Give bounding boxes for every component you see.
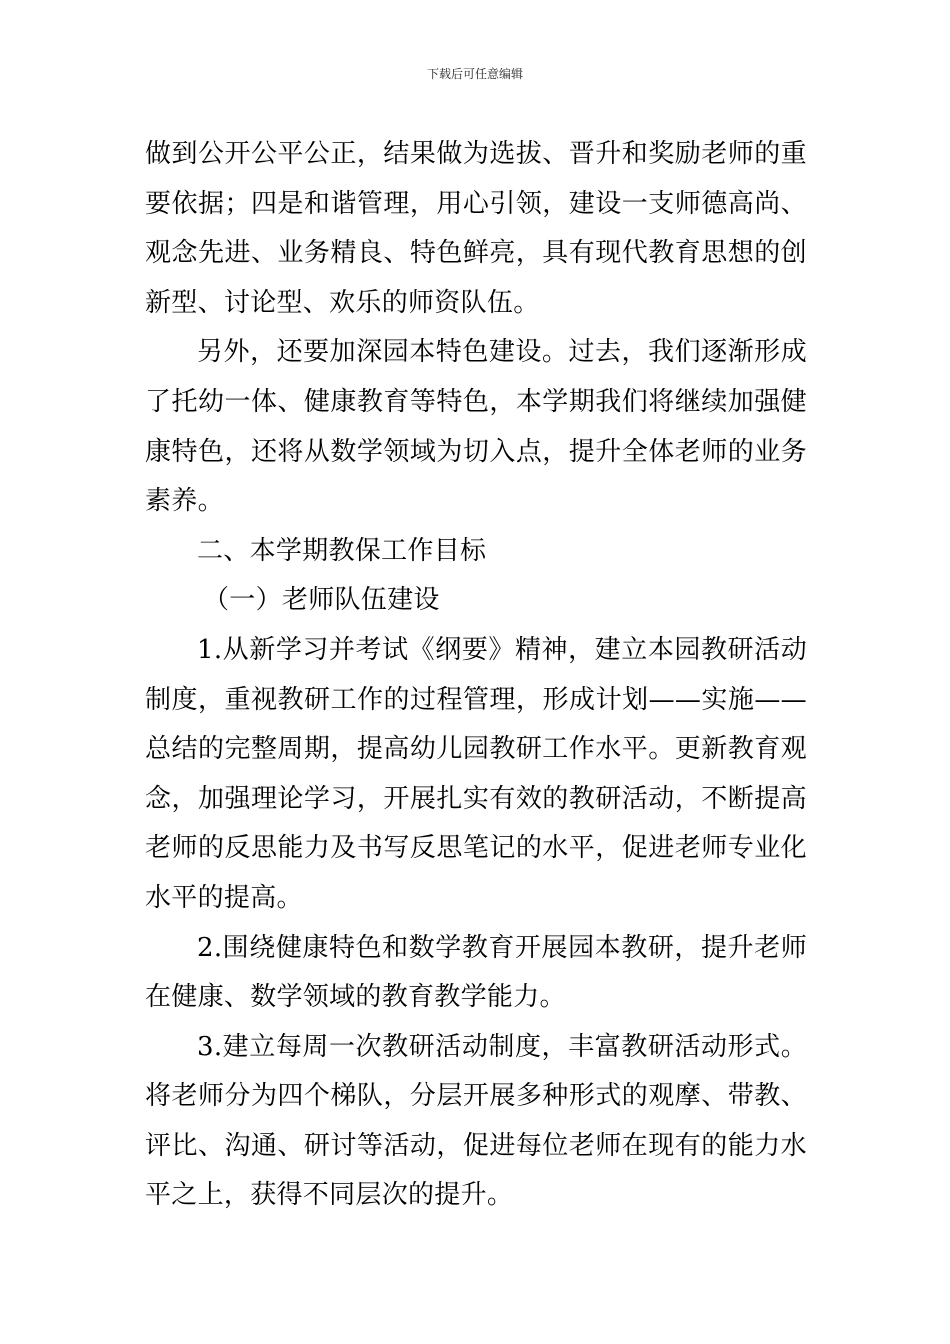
- list-item-3: 3.建立每周一次教研活动制度，丰富教研活动形式。将老师分为四个梯队，分层开展多种形式的观摩、带教、评比、沟通、研讨等活动，促进每位老师在现有的能力水平之上，获得不同层次的提升。: [145, 1031, 807, 1211]
- list-item-2: 2.围绕健康特色和数学教育开展园本教研，提升老师在健康、数学领域的教育教学能力。: [145, 932, 807, 1013]
- paragraph-feature-building: 另外，还要加深园本特色建设。过去，我们逐渐形成了托幼一体、健康教育等特色，本学期我们将继续加强健康特色，还将从数学领域为切入点，提升全体老师的业务素养。: [145, 337, 807, 517]
- subsection-heading: （一）老师队伍建设: [203, 585, 440, 616]
- document-body: [145, 130, 807, 1221]
- paragraph-continuation: 做到公开公平公正，结果做为选拔、晋升和奖励老师的重要依据；四是和谐管理，用心引领，建设一支师德高尚、观念先进、业务精良、特色鲜亮，具有现代教育思想的创新型、讨论型、欢乐的师资队伍。: [145, 139, 807, 318]
- section-heading: 二、本学期教保工作目标: [197, 535, 487, 566]
- header-note: 下载后可任意编辑: [426, 67, 523, 81]
- list-item-1: 1.从新学习并考试《纲要》精神，建立本园教研活动制度，重视教研工作的过程管理，形成计划——实施——总结的完整周期，提高幼儿园教研工作水平。更新教育观念，加强理论学习，开展扎实有效的教研活动，不断提高老师的反思能力及书写反思笔记的水平，促进老师专业化水平的提高。: [145, 634, 807, 913]
